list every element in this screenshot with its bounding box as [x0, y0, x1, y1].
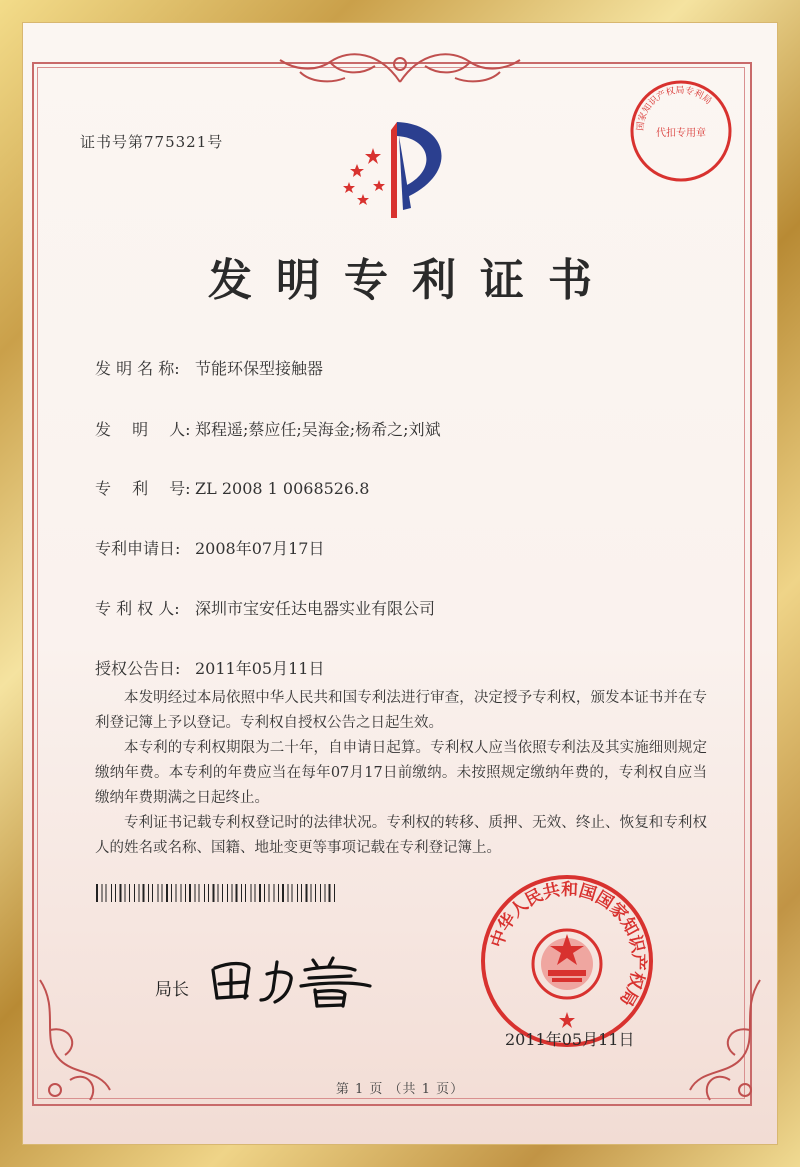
certificate-title: 发明专利证书: [208, 255, 616, 306]
barcode: [96, 884, 338, 902]
field-label: 发 明 人:: [95, 420, 191, 439]
svg-text:中华人民共和国国家知识产权局: 中华人民共和国国家知识产权局: [487, 879, 649, 1010]
field-label: 专 利 权 人:: [95, 599, 180, 618]
field-value: 深圳市宝安任达电器实业有限公司: [195, 599, 436, 618]
field-invention-name: [95, 356, 323, 379]
field-label: 授权公告日:: [95, 659, 181, 678]
field-value: ZL 2008 1 0068526.8: [195, 479, 370, 498]
seal-date: 2011年05月11日: [505, 1030, 635, 1049]
field-label: 专 利 号:: [95, 479, 191, 498]
certificate-body: [95, 686, 707, 861]
body-paragraph: 本发明经过本局依照中华人民共和国专利法进行审查，决定授予专利权，颁发本证书并在专利登记簿上予以登记。专利权自授权公告之日起生效。: [95, 690, 707, 731]
field-value: 郑程遥;蔡应任;吴海金;杨希之;刘斌: [195, 420, 441, 439]
svg-text:国家知识产权局专利局: 国家知识产权局专利局: [635, 85, 713, 132]
field-grant-date: [95, 656, 324, 679]
director-label: 局长: [155, 980, 189, 1000]
top-ornament: [270, 42, 530, 88]
field-value: 节能环保型接触器: [195, 359, 324, 378]
patent-office-logo: [333, 118, 463, 224]
official-seal: [478, 872, 656, 1050]
page-footer: 第 1 页 （共 1 页）: [335, 1082, 465, 1097]
field-patentee: [95, 596, 435, 619]
field-value: 2008年07月17日: [195, 539, 325, 558]
field-application-date: [95, 536, 324, 559]
body-paragraph: 专利证书记载专利权登记时的法律状况。专利权的转移、质押、无效、终止、恢复和专利权人的姓名或名称、国籍、地址变更等事项记载在专利登记簿上。: [95, 815, 707, 856]
svg-text:代扣专用章: 代扣专用章: [656, 128, 706, 139]
field-label: 发 明 名 称:: [95, 359, 180, 378]
field-patent-number: [95, 476, 369, 499]
body-paragraph: 本专利的专利权期限为二十年，自申请日起算。专利权人应当依照专利法及其实施细则规定缴纳年费。本专利的年费应当在每年07月17日前缴纳。未按照规定缴纳年费的，专利权自应当缴纳年费期满之日起终止。: [95, 740, 707, 806]
field-label: 专利申请日:: [95, 539, 181, 558]
field-inventors: [95, 417, 441, 440]
certificate-number: 证书号第775321号: [80, 133, 224, 151]
field-value: 2011年05月11日: [195, 659, 325, 678]
tax-stamp: [628, 78, 734, 184]
director-signature: [205, 940, 380, 1010]
